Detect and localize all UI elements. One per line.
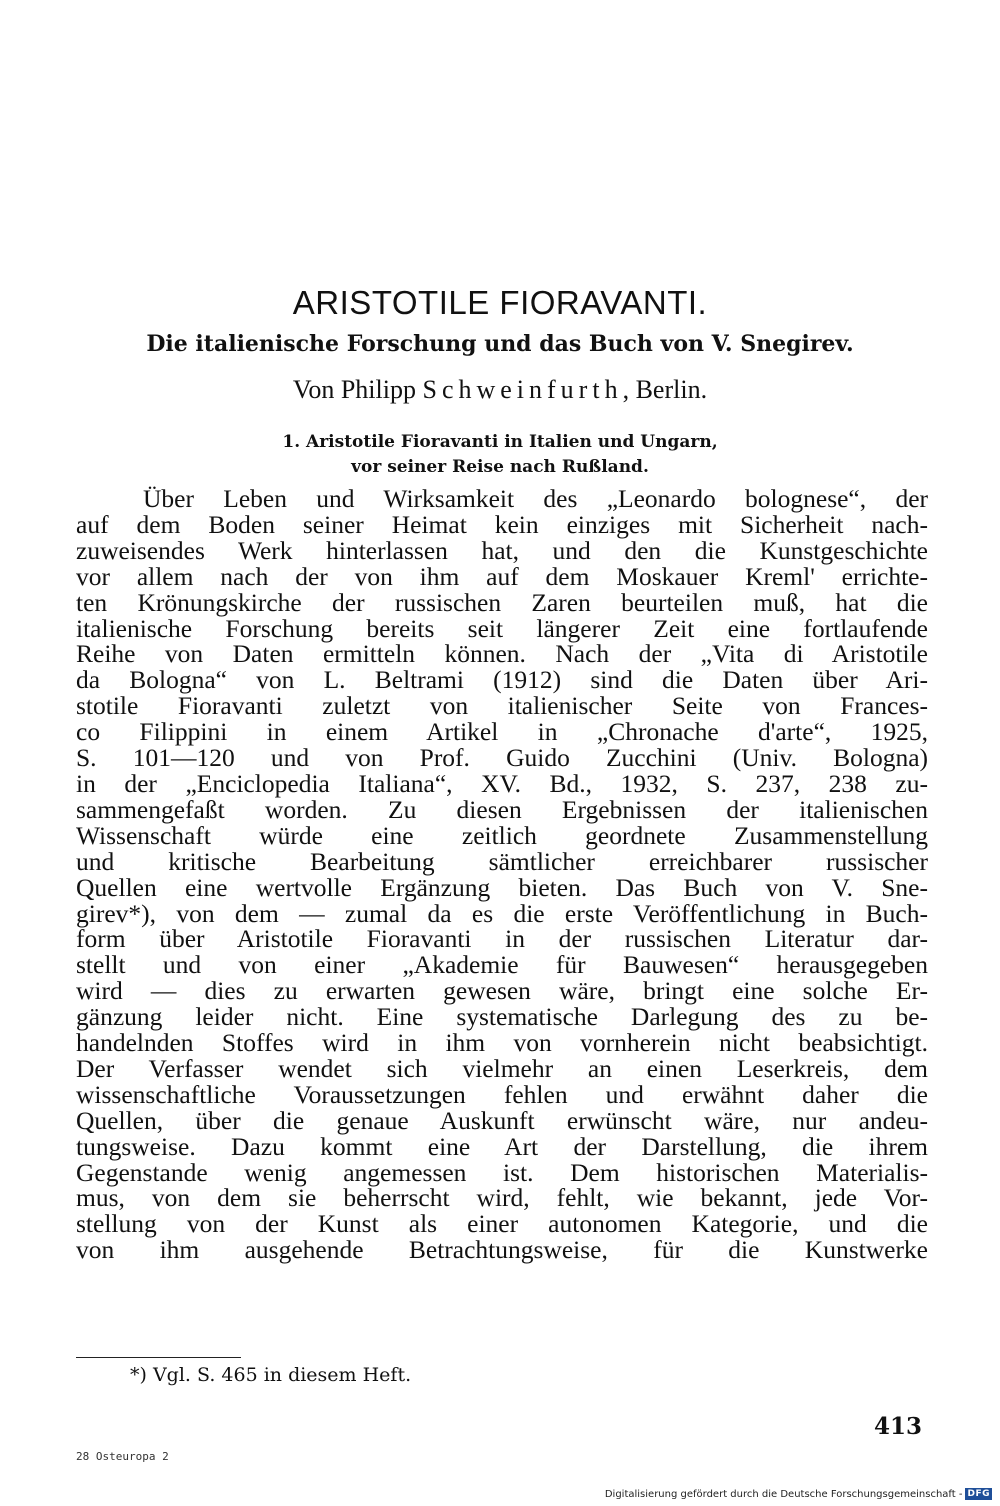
body-line: wird — dies zu erwarten gewesen wäre, bringt eine solche Er- xyxy=(76,976,928,1006)
body-line: girev*), von dem — zumal da es die erste Veröffentlichung in Buch- xyxy=(76,898,928,928)
body-line: Gegenstande wenig angemessen ist. Dem historischen Materialis- xyxy=(76,1157,928,1187)
body-line: stotile Fioravanti zuletzt von italienischer Seite von Frances- xyxy=(76,691,928,721)
section-heading-line: vor seiner Reise nach Rußland. xyxy=(351,457,649,477)
body-line: handelnden Stoffes wird in ihm von vornherein nicht beabsichtigt. xyxy=(76,1028,928,1058)
body-line: ten Krönungskirche der russischen Zaren beurteilen muß, hat die xyxy=(76,587,928,617)
funding-note xyxy=(605,1488,992,1500)
body-line: von ihm ausgehende Betrachtungsweise, für die Kunstwerke xyxy=(76,1235,928,1265)
section-heading-line: 1. Aristotile Fioravanti in Italien und Ungarn, xyxy=(282,432,718,452)
body-line: wissenschaftliche Voraussetzungen fehlen und erwähnt daher die xyxy=(76,1079,928,1109)
article-subtitle: Die italienische Forschung und das Buch von V. Snegirev. xyxy=(146,331,854,357)
body-line: Reihe von Daten ermitteln können. Nach der „Vita di Aristotile xyxy=(76,639,928,669)
body-line: form über Aristotile Fioravanti in der russischen Literatur dar- xyxy=(76,924,928,954)
byline-suffix: , Berlin. xyxy=(622,375,708,404)
body-line: italienische Forschung bereits seit längerer Zeit eine fortlaufende xyxy=(76,613,928,643)
article-title: ARISTOTILE FIORAVANTI. xyxy=(292,284,708,321)
footnote: *) Vgl. S. 465 in diesem Heft. xyxy=(130,1364,412,1386)
footnote-rule xyxy=(76,1357,241,1358)
section-heading xyxy=(0,430,1000,480)
body-line: da Bologna“ von L. Beltrami (1912) sind die Daten über Ari- xyxy=(76,665,928,695)
body-line: und kritische Bearbeitung sämtlicher erreichbarer russischer xyxy=(76,846,928,876)
byline-author: Schweinfurth xyxy=(422,375,623,404)
body-line: auf dem Boden seiner Heimat kein einziges mit Sicherheit nach- xyxy=(76,509,928,539)
body-line: Wissenschaft würde eine zeitlich geordnete Zusammenstellung xyxy=(76,820,928,850)
body-line: in der „Enciclopedia Italiana“, XV. Bd., 1932, S. 237, 238 zu- xyxy=(76,768,928,798)
body-line: sammengefaßt worden. Zu diesen Ergebnissen der italienischen xyxy=(76,794,928,824)
body-line: stellt und von einer „Akademie für Bauwesen“ herausgegeben xyxy=(76,950,928,980)
body-line: zuweisendes Werk hinterlassen hat, und den die Kunstgeschichte xyxy=(76,535,928,565)
byline-prefix: Von Philipp xyxy=(292,375,416,404)
body-line: vor allem nach der von ihm auf dem Moskauer Kreml' errichte- xyxy=(76,561,928,591)
body-line: mus, von dem sie beherrscht wird, fehlt, wie bekannt, jede Vor- xyxy=(76,1183,928,1213)
body-line: Quellen, über die genaue Auskunft erwünscht wäre, nur andeu- xyxy=(76,1105,928,1135)
byline xyxy=(0,375,1000,405)
funding-note-text: Digitalisierung gefördert durch die Deutsche Forschungsgemeinschaft - xyxy=(604,1488,963,1500)
body-line: co Filippini in einem Artikel in „Chronache d'arte“, 1925, xyxy=(76,717,928,747)
body-line: S. 101—120 und von Prof. Guido Zucchini (Univ. Bologna) xyxy=(76,743,928,773)
body-line: gänzung leider nicht. Eine systematische Darlegung des zu be- xyxy=(76,1002,928,1032)
body-text xyxy=(76,486,928,1263)
body-line: stellung von der Kunst als einer autonomen Kategorie, und die xyxy=(76,1209,928,1239)
dfg-logo-icon: DFG xyxy=(967,1489,990,1499)
page-number: 413 xyxy=(874,1413,923,1440)
body-line: tungsweise. Dazu kommt eine Art der Darstellung, die ihrem xyxy=(76,1131,928,1161)
printer-signature: 28 Osteuropa 2 xyxy=(76,1450,169,1463)
body-line: Über Leben und Wirksamkeit des „Leonardo bolognese“, der xyxy=(143,484,928,513)
body-line: Quellen eine wertvolle Ergänzung bieten. Das Buch von V. Sne- xyxy=(76,872,928,902)
body-line: Der Verfasser wendet sich vielmehr an einen Leserkreis, dem xyxy=(76,1053,928,1083)
